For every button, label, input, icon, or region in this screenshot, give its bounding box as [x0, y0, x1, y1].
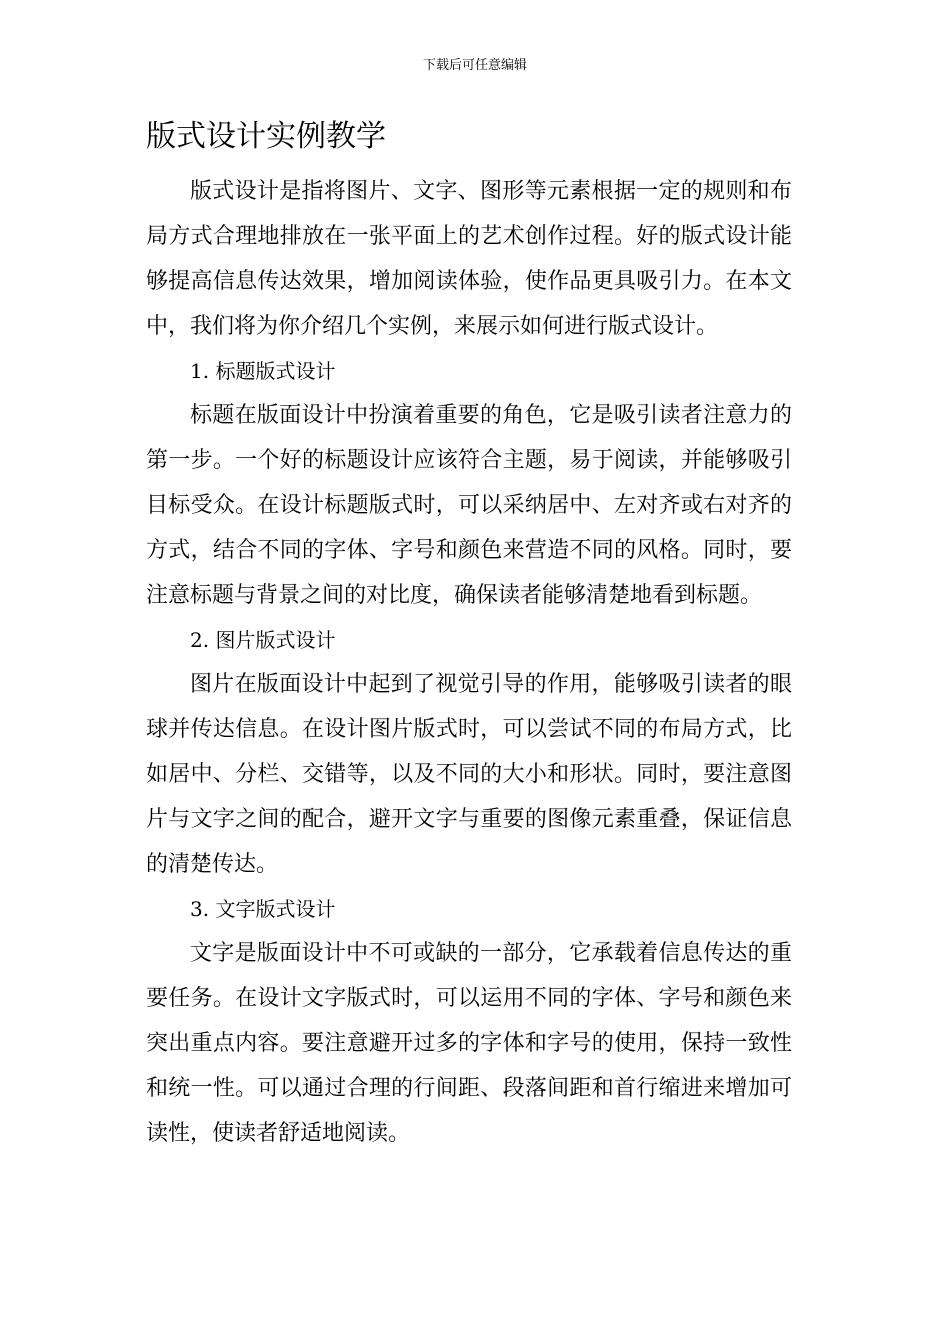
section-body-title-layout: 标题在版面设计中扮演着重要的角色，它是吸引读者注意力的第一步。一个好的标题设计应该符合主题，易于阅读，并能够吸引目标受众。在设计标题版式时，可以采纳居中、左对齐或右对齐的方式，结合不同的字体、字号和颜色来营造不同的风格。同时，要注意标题与背景之间的对比度，确保读者能够清楚地看到标题。 — [146, 403, 792, 608]
document-title: 版式设计实例教学 — [146, 119, 386, 154]
header-note: 下载后可任意编辑 — [422, 58, 527, 73]
document-body — [146, 118, 792, 1156]
section-heading-title-layout: 1. 标题版式设计 — [190, 359, 336, 383]
section-heading-text-layout: 3. 文字版式设计 — [190, 897, 336, 921]
intro-paragraph: 版式设计是指将图片、文字、图形等元素根据一定的规则和布局方式合理地排放在一张平面上的艺术创作过程。好的版式设计能够提高信息传达效果，增加阅读体验，使作品更具吸引力。在本文中，我们将为你介绍几个实例，来展示如何进行版式设计。 — [146, 179, 792, 339]
section-body-image-layout: 图片在版面设计中起到了视觉引导的作用，能够吸引读者的眼球并传达信息。在设计图片版式时，可以尝试不同的布局方式，比如居中、分栏、交错等，以及不同的大小和形状。同时，要注意图片与文字之间的配合，避开文字与重要的图像元素重叠，保证信息的清楚传达。 — [146, 672, 792, 877]
section-body-text-layout: 文字是版面设计中不可或缺的一部分，它承载着信息传达的重要任务。在设计文字版式时，可以运用不同的字体、字号和颜色来突出重点内容。要注意避开过多的字体和字号的使用，保持一致性和统一性。可以通过合理的行间距、段落间距和首行缩进来增加可读性，使读者舒适地阅读。 — [146, 941, 792, 1146]
section-heading-image-layout: 2. 图片版式设计 — [190, 628, 336, 652]
